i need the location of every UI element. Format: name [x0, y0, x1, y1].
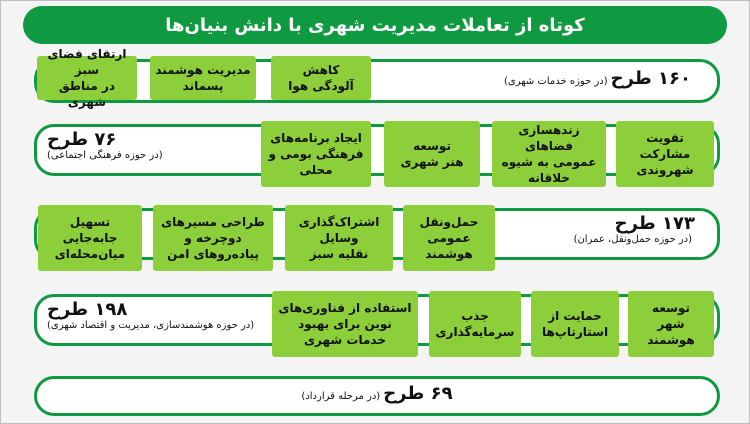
tile-smart-city: توسعه شهر هوشمند — [628, 291, 714, 357]
band-transport — [34, 208, 720, 260]
count-label — [47, 129, 166, 161]
project-count: ۱۷۳ طرح — [614, 213, 695, 234]
project-count: ۱۶۰ طرح — [610, 68, 691, 89]
tile-green-space: ارتقای فضای سبز در مناطق شهری — [37, 56, 137, 100]
band-urban-services — [34, 47, 720, 109]
tile-public-spaces: زندهسازی فضاهای عمومی به شیوه خلاقانه — [492, 121, 606, 187]
tile-bike-paths: طراحی مسیرهای دوچرخه و پیاده‌روهای امن — [153, 205, 273, 271]
area-label: (در حوزه فرهنگی اجتماعی) — [47, 150, 163, 161]
tile-urban-art: توسعه هنر شهری — [384, 121, 480, 187]
tile-startup-support: حمایت از استارتاپ‌ها — [531, 291, 619, 357]
band-smart-economy — [34, 294, 720, 346]
project-count: ۱۹۸ طرح — [47, 299, 128, 320]
tile-citizen-participation: تقویت مشارکت شهروندی — [616, 121, 714, 187]
area-label: (در حوزه حمل‌ونقل، عمران) — [573, 234, 692, 245]
tile-investment: جذب سرمایه‌گذاری — [429, 291, 521, 357]
count-label — [47, 299, 257, 331]
band-contract-stage — [34, 376, 720, 416]
page-title: کوتاه از تعاملات مدیریت شهری با دانش بنیان‌ها — [23, 6, 727, 44]
tile-waste-management: مدیریت هوشمند پسماند — [150, 56, 256, 100]
area-label: (در حوزه خدمات شهری) — [504, 76, 608, 87]
count-label — [504, 68, 691, 89]
tile-air-pollution: کاهش آلودگی هوا — [271, 56, 371, 100]
tile-mobility: تسهیل جابه‌جایی میان‌محله‌ای — [38, 205, 142, 271]
count-label — [574, 213, 695, 245]
tile-green-vehicles: اشتراک‌گذاری وسایل نقلیه سبز — [285, 205, 393, 271]
band-cultural-social — [34, 123, 720, 185]
area-label: (در حوزه هوشمندسازی، مدیریت و اقتصاد شهری) — [47, 320, 255, 331]
area-label: (در مرحله قرارداد) — [301, 391, 381, 402]
project-count: ۷۶ طرح — [47, 129, 117, 150]
tile-cultural-programs: ایجاد برنامه‌های فرهنگی بومی و محلی — [261, 121, 371, 187]
tile-new-tech: استفاده از فناوری‌های نوین برای بهبود خدمات شهری — [272, 291, 418, 357]
project-count: ۶۹ طرح — [383, 383, 453, 404]
tile-smart-transit: حمل‌ونقل عمومی هوشمند — [403, 205, 495, 271]
count-label — [37, 383, 717, 404]
